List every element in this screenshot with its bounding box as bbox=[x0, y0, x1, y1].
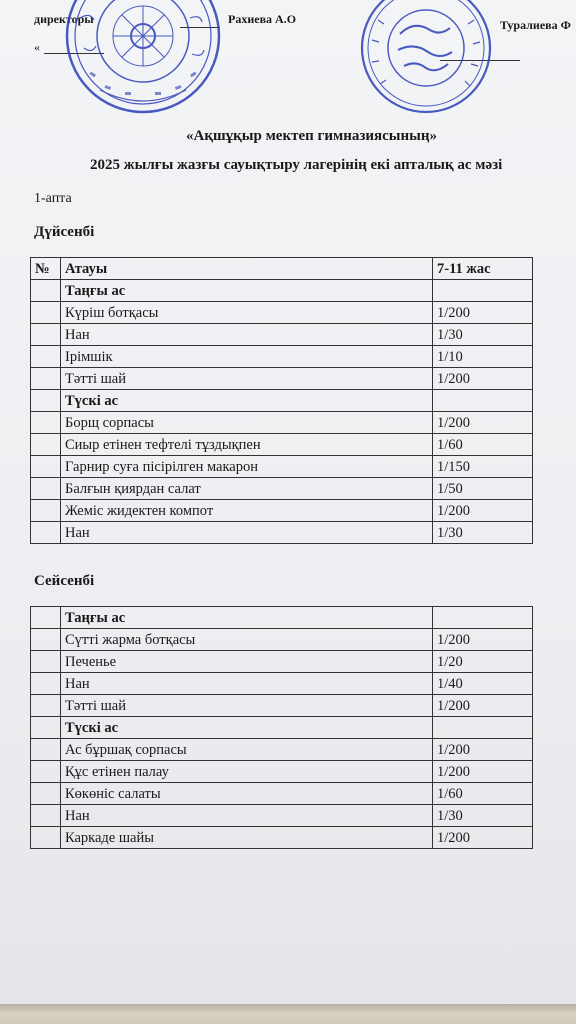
dish-name: Нан bbox=[61, 324, 433, 346]
table-row bbox=[31, 827, 533, 849]
cell-number bbox=[31, 739, 61, 761]
portion-size bbox=[433, 280, 533, 302]
cell-number bbox=[31, 783, 61, 805]
portion-size bbox=[433, 717, 533, 739]
portion-size: 1/200 bbox=[433, 368, 533, 390]
left-signatory-name: Рахиева А.О bbox=[228, 12, 297, 26]
dish-name: Борщ сорпасы bbox=[61, 412, 433, 434]
cell-number bbox=[31, 390, 61, 412]
table-row bbox=[31, 324, 533, 346]
dish-name: Ірімшік bbox=[61, 346, 433, 368]
title-line-1: «Ақшұқыр мектеп гимназиясының» bbox=[186, 128, 437, 144]
portion-size: 1/20 bbox=[433, 651, 533, 673]
cell-number bbox=[31, 673, 61, 695]
portion-size: 1/30 bbox=[433, 522, 533, 544]
table-row bbox=[31, 783, 533, 805]
table-row bbox=[31, 456, 533, 478]
cell-number bbox=[31, 629, 61, 651]
cell-number bbox=[31, 522, 61, 544]
day-heading-tuesday: Сейсенбі bbox=[34, 573, 95, 589]
dish-name: Нан bbox=[61, 673, 433, 695]
page-bottom-edge bbox=[0, 1004, 576, 1024]
cell-number bbox=[31, 434, 61, 456]
portion-size: 1/200 bbox=[433, 302, 533, 324]
cell-number bbox=[31, 324, 61, 346]
dish-name: Тәтті шай bbox=[61, 695, 433, 717]
column-header-name: Атауы bbox=[61, 258, 433, 280]
portion-size bbox=[433, 390, 533, 412]
meal-section-row bbox=[31, 607, 533, 629]
cell-number bbox=[31, 280, 61, 302]
table-row bbox=[31, 346, 533, 368]
portion-size: 1/10 bbox=[433, 346, 533, 368]
dish-name: Гарнир суға пісірілген макарон bbox=[61, 456, 433, 478]
dish-name: Тәтті шай bbox=[61, 368, 433, 390]
portion-size: 1/60 bbox=[433, 434, 533, 456]
dish-name: Жеміс жидектен компот bbox=[61, 500, 433, 522]
table-header-row bbox=[31, 258, 533, 280]
cell-number bbox=[31, 456, 61, 478]
cell-number bbox=[31, 651, 61, 673]
table-row bbox=[31, 500, 533, 522]
cell-number bbox=[31, 302, 61, 324]
portion-size: 1/200 bbox=[433, 500, 533, 522]
dish-name: Балғын қиярдан салат bbox=[61, 478, 433, 500]
menu-table-monday bbox=[30, 257, 533, 544]
column-header-number: № bbox=[31, 258, 61, 280]
portion-size bbox=[433, 607, 533, 629]
table-row bbox=[31, 302, 533, 324]
dish-name: Каркаде шайы bbox=[61, 827, 433, 849]
portion-size: 1/200 bbox=[433, 412, 533, 434]
portion-size: 1/40 bbox=[433, 673, 533, 695]
dish-name: Нан bbox=[61, 522, 433, 544]
dish-name: Құс етінен палау bbox=[61, 761, 433, 783]
meal-section-label: Таңғы ас bbox=[61, 607, 433, 629]
cell-number bbox=[31, 717, 61, 739]
portion-size: 1/30 bbox=[433, 805, 533, 827]
dish-name: Ас бұршақ сорпасы bbox=[61, 739, 433, 761]
portion-size: 1/200 bbox=[433, 695, 533, 717]
meal-section-label: Таңғы ас bbox=[61, 280, 433, 302]
director-label: директоры bbox=[34, 12, 94, 26]
meal-section-row bbox=[31, 390, 533, 412]
table-row bbox=[31, 805, 533, 827]
cell-number bbox=[31, 368, 61, 390]
right-signatory-name: Туралиева Ф bbox=[500, 18, 571, 32]
column-header-age: 7-11 жас bbox=[433, 258, 533, 280]
menu-table-tuesday bbox=[30, 606, 533, 849]
cell-number bbox=[31, 478, 61, 500]
table-row bbox=[31, 478, 533, 500]
cell-number bbox=[31, 827, 61, 849]
portion-size: 1/200 bbox=[433, 629, 533, 651]
portion-size: 1/150 bbox=[433, 456, 533, 478]
table-row bbox=[31, 412, 533, 434]
table-row bbox=[31, 629, 533, 651]
meal-section-label: Түскі ас bbox=[61, 717, 433, 739]
cell-number bbox=[31, 761, 61, 783]
dish-name: Печенье bbox=[61, 651, 433, 673]
meal-section-row bbox=[31, 717, 533, 739]
dish-name: Сиыр етінен тефтелі тұздықпен bbox=[61, 434, 433, 456]
cell-number bbox=[31, 695, 61, 717]
table-row bbox=[31, 368, 533, 390]
cell-number bbox=[31, 412, 61, 434]
dish-name: Көкөніс салаты bbox=[61, 783, 433, 805]
cell-number bbox=[31, 607, 61, 629]
portion-size: 1/200 bbox=[433, 739, 533, 761]
table-row bbox=[31, 434, 533, 456]
quote-mark: « bbox=[34, 40, 40, 54]
official-seal-right bbox=[358, 0, 498, 115]
portion-size: 1/200 bbox=[433, 761, 533, 783]
dish-name: Сүтті жарма ботқасы bbox=[61, 629, 433, 651]
table-row bbox=[31, 522, 533, 544]
portion-size: 1/60 bbox=[433, 783, 533, 805]
portion-size: 1/50 bbox=[433, 478, 533, 500]
table-row bbox=[31, 651, 533, 673]
table-row bbox=[31, 673, 533, 695]
week-label: 1-апта bbox=[34, 191, 72, 206]
cell-number bbox=[31, 346, 61, 368]
official-seal-left bbox=[60, 0, 226, 118]
table-row bbox=[31, 761, 533, 783]
day-heading-monday: Дүйсенбі bbox=[34, 224, 95, 240]
cell-number bbox=[31, 500, 61, 522]
table-row bbox=[31, 739, 533, 761]
title-line-2: 2025 жылғы жазғы сауықтыру лагерінің екі апталық ас мәзі bbox=[90, 157, 503, 173]
dish-name: Нан bbox=[61, 805, 433, 827]
dish-name: Күріш ботқасы bbox=[61, 302, 433, 324]
table-row bbox=[31, 695, 533, 717]
meal-section-row bbox=[31, 280, 533, 302]
portion-size: 1/30 bbox=[433, 324, 533, 346]
cell-number bbox=[31, 805, 61, 827]
meal-section-label: Түскі ас bbox=[61, 390, 433, 412]
portion-size: 1/200 bbox=[433, 827, 533, 849]
